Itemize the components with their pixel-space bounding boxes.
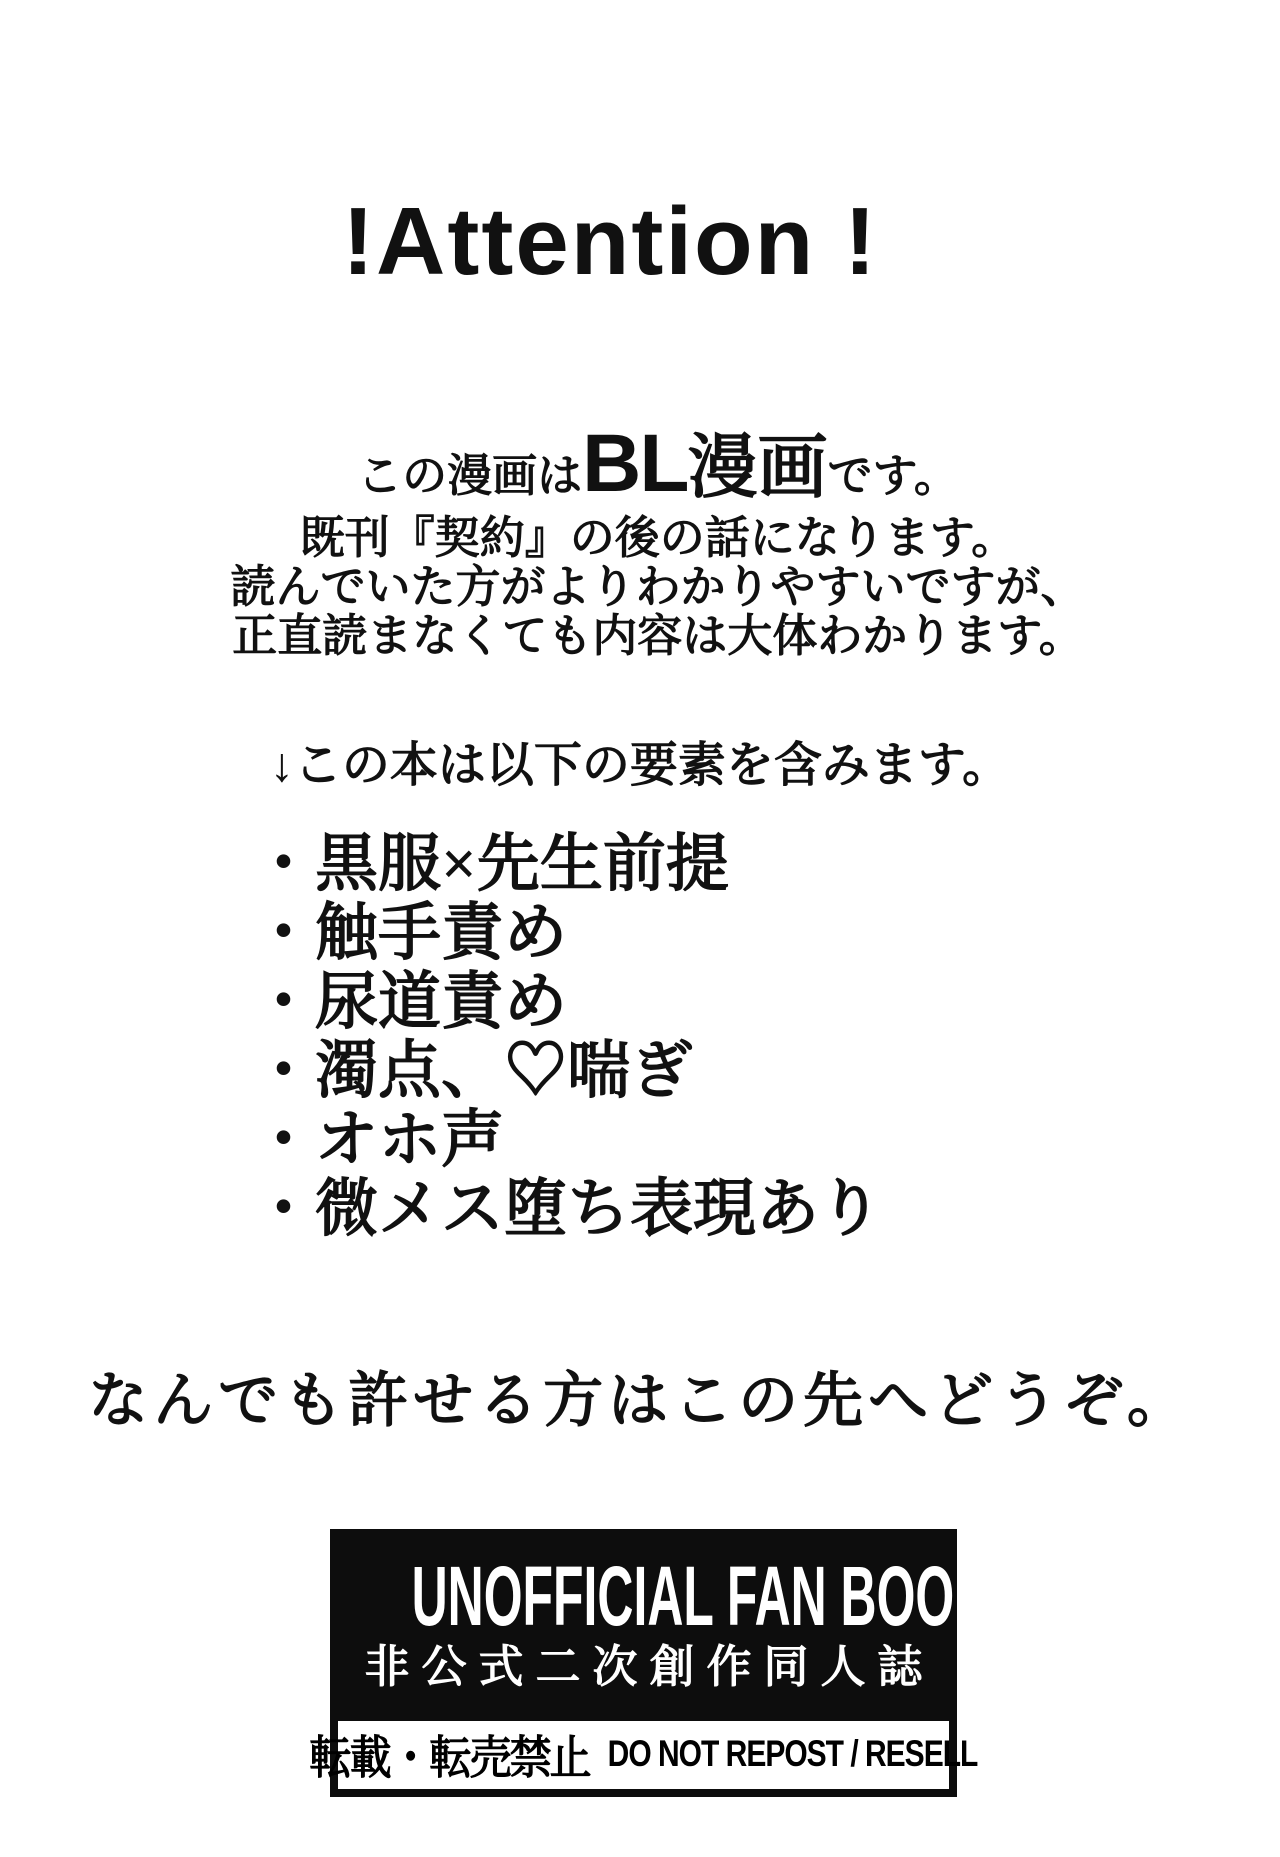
unofficial-fanbook-stamp (309, 1529, 991, 1797)
stamp-title-en (330, 1548, 991, 1644)
intro-line1-post: です。 (827, 451, 959, 501)
intro-line-1 (18, 418, 1280, 514)
content-tag: ・濁点、♡喘ぎ (252, 1036, 693, 1106)
stamp-title-jp: 非公式二次創作同人誌 (364, 1641, 935, 1692)
stamp-notice-en: DO NOT REPOST / RESELL (607, 1734, 978, 1775)
content-tag: ・尿道責め (252, 967, 567, 1037)
intro-line-4: 正直読まなくても内容は大体わかります。 (232, 611, 1084, 661)
page-title: !Attention ! (342, 188, 878, 295)
stamp-title-en-text: UNOFFICIAL FAN BOOK (411, 1548, 991, 1644)
stamp-notice-jp: 転載・転売禁止 (309, 1731, 590, 1784)
content-tag: ・黒服×先生前提 (252, 829, 729, 899)
intro-line1-pre: この漫画は (357, 451, 583, 501)
content-tag: ・触手責め (252, 898, 567, 968)
gate-message: なんでも許せる方はこの先へどうぞ。 (88, 1368, 1192, 1434)
contents-header: ↓この本は以下の要素を含みます。 (269, 739, 1011, 792)
intro-paragraph (18, 418, 1280, 661)
content-tag: ・オホ声 (252, 1105, 504, 1175)
intro-bl-highlight-latin: BL (582, 418, 688, 509)
intro-bl-highlight-cjk: 漫画 (687, 428, 828, 506)
content-tag: ・微メス堕ち表現あり (252, 1174, 882, 1244)
intro-line-2: 既刊『契約』の後の話になります。 (299, 513, 1017, 563)
intro-line-3: 読んでいた方がよりわかりやすいですが、 (230, 562, 1086, 612)
stamp-notice-strip (309, 1721, 978, 1789)
content-tag-list (252, 830, 882, 1244)
